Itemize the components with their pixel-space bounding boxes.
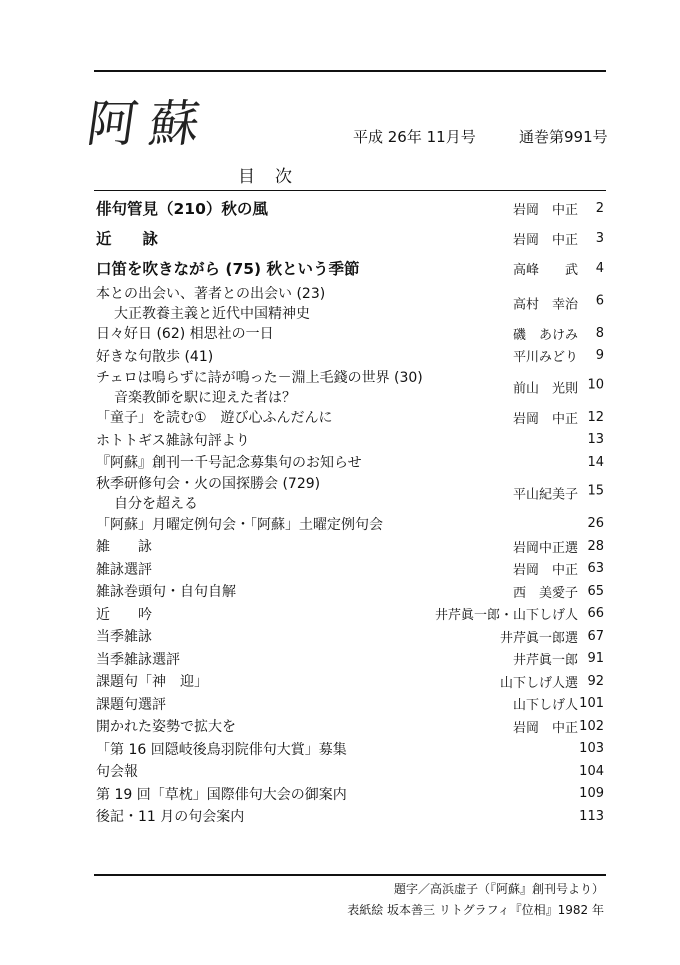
toc-top-rule (94, 190, 606, 191)
cover-credit: 表紙絵 坂本善三 リトグラフィ『位相』1982 年 (347, 903, 604, 917)
toc-entry-title: 後記・11 月の句会案内 (96, 809, 245, 826)
toc-entry-page: 102 (579, 718, 604, 734)
toc-entry-page: 65 (587, 583, 604, 599)
toc-entry-title: 「第 16 回隠岐後鳥羽院俳句大賞」募集 (96, 741, 347, 758)
toc-entry-author: 岩岡 中正 (512, 720, 578, 736)
toc-entry (96, 345, 604, 368)
toc-entry-author: 井芹眞一郎・山下しげ人 (434, 608, 578, 624)
toc-entry-page: 15 (587, 483, 604, 499)
toc-entry-title: 句会報 (96, 764, 138, 781)
top-rule (94, 70, 606, 72)
toc-entry-author: 前山 光則 (512, 381, 578, 396)
toc-entry-title: 課題句「神 迎」 (96, 674, 208, 691)
toc-entry-title: 「阿蘇」月曜定例句会・「阿蘇」土曜定例句会 (96, 516, 383, 533)
toc-entry-page: 91 (587, 651, 604, 667)
toc-entry (96, 367, 604, 406)
toc-entry-page: 67 (587, 628, 604, 644)
toc-entry-page: 113 (579, 808, 604, 824)
toc-entry-page: 8 (595, 325, 604, 341)
toc-entry (96, 625, 604, 648)
toc-bottom-rule (94, 874, 606, 876)
toc-entry-page: 103 (579, 741, 604, 757)
toc-entry-page: 66 (587, 606, 604, 622)
toc-entry (96, 738, 604, 761)
toc-entry-title: 『阿蘇』創刊一千号記念募集句のお知らせ (96, 455, 362, 472)
toc-entry (96, 760, 604, 783)
toc-entry-page: 13 (587, 432, 604, 448)
toc-entry-subtitle: 自分を超える (114, 496, 198, 512)
toc-entry-page: 92 (587, 673, 604, 689)
toc-entry-title: 雑 詠 (96, 539, 152, 556)
toc-entry (96, 580, 604, 603)
toc-entry (96, 783, 604, 806)
toc-entry-subtitle: 大正教養主義と近代中国精神史 (114, 305, 310, 322)
issue-volume: 通巻第991号 (519, 128, 608, 146)
toc-entry-title: 近 詠 (96, 230, 159, 248)
toc-entry-author: 平山紀美子 (512, 487, 578, 503)
toc-entry-title: 「童子」を読む① 遊び心ふんだんに (96, 410, 333, 427)
toc-entry-page: 14 (587, 454, 604, 470)
toc-entry-page: 6 (595, 293, 604, 308)
toc-entry-subtitle: 音楽教師を駅に迎えた者は？ (114, 389, 296, 406)
toc-entry-author: 岩岡 中正 (512, 232, 578, 248)
toc-entry-page: 26 (587, 516, 604, 532)
toc-entry (96, 253, 604, 283)
toc-entry-author: 岩岡 中正 (512, 202, 578, 218)
toc-entry (96, 513, 604, 536)
toc-entry-author: 磯 あけみ (512, 327, 578, 343)
toc-entry-author: 高村 幸治 (512, 297, 578, 312)
toc-entry-title: 雑詠選評 (96, 561, 152, 578)
toc-entry (96, 558, 604, 581)
toc-entry-title: 開かれた姿勢で拡大を (96, 719, 236, 736)
toc-entry-page: 101 (579, 696, 604, 712)
toc-entry-page: 104 (579, 763, 604, 779)
toc-entry-title: 第 19 回「草枕」国際俳句大会の御案内 (96, 786, 347, 803)
toc-entry (96, 805, 604, 828)
toc-entry-title: 本との出会い、著者との出会い (23) (96, 285, 326, 302)
toc-entry-title: 秋季研修句会・火の国探勝会 (729) (96, 476, 321, 492)
toc-entry-title: 雑詠巻頭句・自句自解 (96, 584, 236, 601)
toc-entry (96, 451, 604, 474)
toc-entry-title: 好きな句散歩 (41) (96, 348, 214, 365)
issue-date: 平成 26年 11月号 (353, 128, 476, 146)
toc-entry (96, 535, 604, 558)
toc-entry-author: 井芹眞一郎 (512, 653, 578, 669)
toc-entry-page: 3 (595, 230, 604, 246)
toc-entry-title: ホトトギス雑詠句評より (96, 432, 250, 449)
toc-entry-page: 9 (595, 348, 604, 364)
toc-entry-author: 山下しげ人 (512, 698, 578, 714)
toc-entry-title: 近 吟 (96, 606, 152, 623)
toc-entry (96, 648, 604, 671)
toc-entry-author: 平川みどり (512, 350, 578, 366)
toc-entry-page: 2 (595, 200, 604, 216)
toc-entry-author: 井芹眞一郎選 (499, 630, 578, 646)
toc-entry-author: 岩岡中正選 (512, 540, 578, 556)
title-credit: 題字／高浜虚子（『阿蘇』創刊号より） (393, 882, 604, 896)
toc-entry (96, 670, 604, 693)
toc-entry (96, 322, 604, 345)
toc-entry (96, 429, 604, 452)
toc-entry (96, 715, 604, 738)
toc-entry-author: 岩岡 中正 (512, 411, 578, 427)
toc-entry (96, 283, 604, 322)
toc-entry-title: 当季雑詠 (96, 629, 152, 646)
toc-entry (96, 693, 604, 716)
toc-entry-page: 12 (587, 409, 604, 425)
toc-entry-page: 28 (587, 538, 604, 554)
toc-entry-author: 西 美愛子 (512, 585, 578, 601)
toc-entry-page: 63 (587, 561, 604, 577)
toc-entry-title: 当季雑詠選評 (96, 651, 180, 668)
toc-entry (96, 193, 604, 223)
toc-entry (96, 603, 604, 626)
toc-entry-page: 4 (595, 260, 604, 276)
toc-entry-author: 岩岡 中正 (512, 563, 578, 579)
toc-entry-author: 高峰 武 (512, 262, 578, 278)
toc-entry (96, 223, 604, 253)
table-of-contents (96, 193, 604, 828)
toc-entry-title: 口笛を吹きながら (75) 秋という季節 (96, 260, 360, 278)
toc-entry-page: 10 (587, 377, 604, 392)
toc-entry (96, 406, 604, 429)
toc-entry-title: 課題句選評 (96, 696, 166, 713)
toc-entry (96, 474, 604, 513)
toc-entry-title: 俳句管見（210）秋の風 (96, 200, 268, 218)
masthead-logo: 阿蘇 (83, 95, 216, 153)
toc-entry-title: チェロは鳴らずに詩が鳴った－淵上毛錢の世界 (30) (96, 369, 423, 386)
toc-entry-page: 109 (579, 786, 604, 802)
toc-heading: 目次 (238, 167, 312, 187)
toc-entry-author: 山下しげ人選 (499, 675, 578, 691)
toc-entry-title: 日々好日 (62) 相思社の一日 (96, 326, 274, 343)
